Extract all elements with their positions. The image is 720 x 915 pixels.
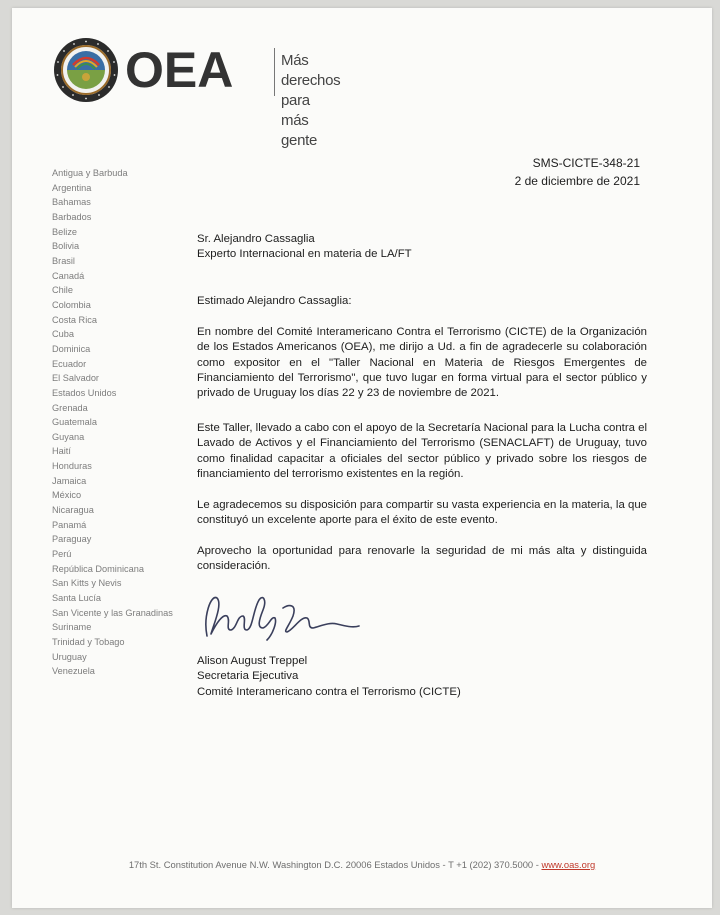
member-state-item: Paraguay [52, 534, 92, 545]
member-state-item: Barbados [52, 211, 92, 222]
member-state-item: Perú [52, 549, 72, 560]
member-state-item: Panamá [52, 519, 87, 530]
logo-divider [274, 48, 275, 96]
member-state-item: Uruguay [52, 651, 87, 662]
reference-number: SMS-CICTE-348-21 [532, 156, 640, 170]
addressee-block [197, 232, 647, 263]
footer [12, 859, 712, 870]
member-state-item: Haití [52, 446, 71, 457]
member-state-item: Ecuador [52, 358, 87, 369]
member-state-item: Guatemala [52, 417, 97, 428]
member-state-item: Dominica [52, 343, 91, 354]
slogan-line-2: para más gente [281, 92, 318, 149]
slogan-line-1: Más derechos [281, 52, 341, 89]
member-state-item: Brasil [52, 255, 75, 266]
greeting: Estimado Alejandro Cassaglia: [197, 295, 352, 307]
member-state-item: Guyana [52, 431, 85, 442]
member-state-item: Bolivia [52, 241, 80, 252]
addressee-title: Experto Internacional en materia de LA/FT [197, 248, 412, 261]
paragraph-4: Aprovecho la oportunidad para renovarle la seguridad de mi más alta y distinguida consideración. [197, 545, 647, 573]
signature-block [197, 654, 647, 700]
member-state-item: Bahamas [52, 197, 91, 208]
member-state-item: Suriname [52, 622, 92, 633]
paragraph-1: En nombre del Comité Interamericano Contra el Terrorismo (CICTE) de la Organización de los Estados Americanos (OEA), me dirijo a Ud. a fin de agradecerle su colaboración como expositor en el "Taller Nacional en Materia de Riesgos Emergentes de Financiamiento del Terrorismo", que tuvo lugar en forma virtual para el sector público y privado de Uruguay los días 22 y 23 de noviembre de 2021. [197, 326, 647, 400]
letter-reference-block [515, 154, 640, 190]
logo-slogan [281, 51, 340, 151]
addressee-name: Sr. Alejandro Cassaglia [197, 233, 315, 245]
paragraph-2: Este Taller, llevado a cabo con el apoyo de la Secretaría Nacional para la Lucha contra el Lavado de Activos y el Financiamiento del Terrorismo (SENACLAFT) de Uruguay, tuvo como finalidad capacitar a oficiales del sector público y privado sobre los riesgos de financiamiento del terrorismo existentes en la región. [197, 422, 648, 480]
member-state-item: Chile [52, 285, 73, 296]
footer-website-link[interactable]: www.oas.org [541, 859, 596, 870]
member-state-item: Nicaragua [52, 505, 94, 516]
member-states-list [52, 166, 173, 679]
member-state-item: Belize [52, 226, 78, 237]
letter-date: 2 de diciembre de 2021 [514, 174, 640, 188]
footer-address: 17th St. Constitution Avenue N.W. Washington D.C. 20006 Estados Unidos - T +1 (202) 370.5000 - [128, 859, 542, 870]
oas-seal-icon [53, 37, 119, 103]
logo-text: OEA [125, 42, 234, 98]
member-state-item: Trinidad y Tobago [52, 637, 125, 647]
handwritten-signature [197, 586, 362, 644]
member-state-item: Grenada [52, 402, 88, 413]
member-state-item: Canadá [52, 270, 85, 281]
signer-name: Alison August Treppel [197, 655, 308, 667]
member-state-item: Jamaica [52, 475, 87, 486]
member-state-item: República Dominicana [52, 563, 144, 574]
paragraph-3: Le agradecemos su disposición para compartir su vasta experiencia en la materia, la que constituyó un excelente aporte para el éxito de este evento. [197, 499, 647, 527]
member-state-item: Antigua y Barbuda [52, 168, 128, 178]
member-state-item: El Salvador [52, 373, 99, 384]
member-state-item: Cuba [52, 329, 74, 340]
member-state-item: San Vicente y las Granadinas [52, 607, 173, 618]
member-state-item: Colombia [52, 299, 91, 310]
letter-page [12, 8, 712, 908]
member-state-item: Honduras [52, 461, 92, 472]
member-state-item: Costa Rica [52, 314, 97, 325]
member-state-item: San Kitts y Nevis [52, 578, 122, 589]
member-state-item: México [52, 490, 82, 501]
member-state-item: Venezuela [52, 666, 95, 677]
member-state-item: Estados Unidos [52, 387, 117, 398]
member-state-item: Argentina [52, 182, 92, 193]
signer-organization: Comité Interamericano contra el Terrorismo (CICTE) [197, 685, 461, 698]
signer-title: Secretaria Ejecutiva [197, 670, 299, 683]
member-state-item: Santa Lucía [52, 593, 102, 604]
